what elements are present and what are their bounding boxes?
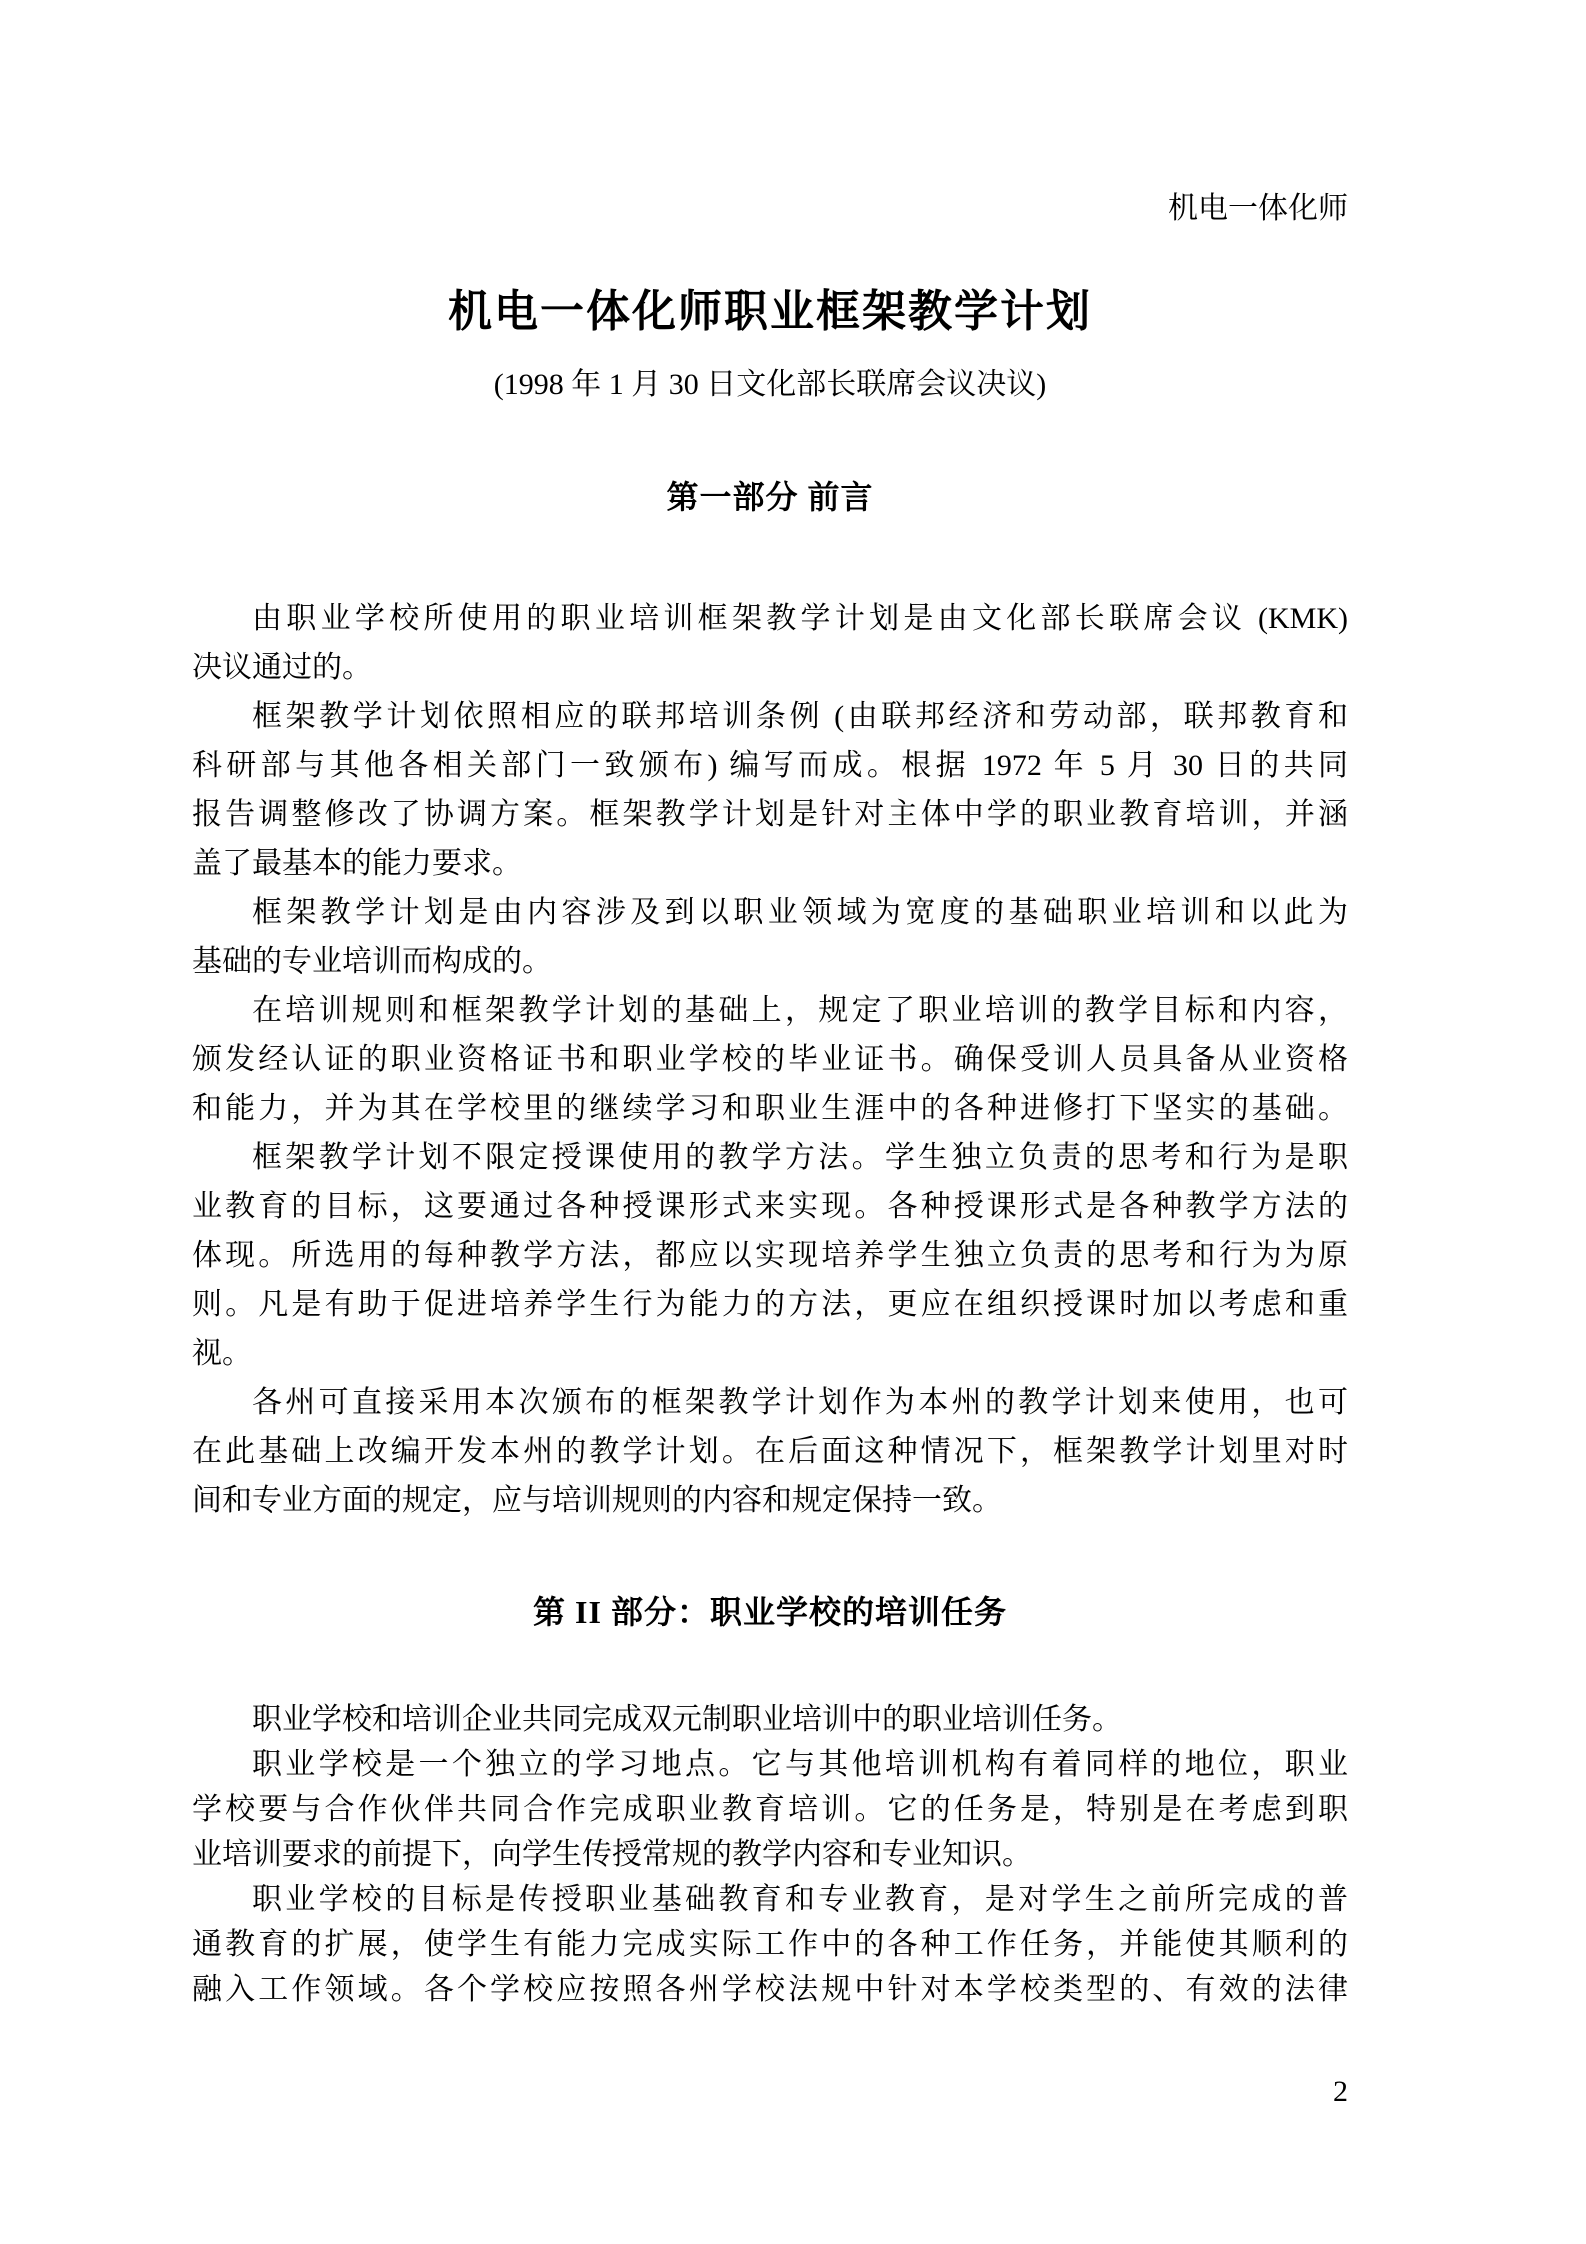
text-line: 视。 [192,1337,252,1370]
paragraph [192,1877,1348,2012]
section-1-body [192,594,1348,1525]
text-line: 则。凡是有助于促进培养学生行为能力的方法，更应在组织授课时加以考虑和重 [192,1288,1348,1321]
content-column [192,0,1348,2110]
section-heading-1: 第一部分 前言 [666,479,874,515]
paragraph [192,888,1348,986]
text-line: 科研部与其他各相关部门一致颁布) 编写而成。根据 1972 年 5 月 30 日的共同 [192,749,1348,782]
text-line: 和能力，并为其在学校里的继续学习和职业生涯中的各种进修打下坚实的基础。 [192,1092,1348,1125]
text-line: 业教育的目标，这要通过各种授课形式来实现。各种授课形式是各种教学方法的 [192,1190,1348,1223]
paragraph [192,1133,1348,1378]
paragraph [192,1378,1348,1525]
text-line: 报告调整修改了协调方案。框架教学计划是针对主体中学的职业教育培训，并涵 [192,798,1348,831]
text-line: 间和专业方面的规定，应与培训规则的内容和规定保持一致。 [192,1484,1002,1517]
text-line: 职业学校是一个独立的学习地点。它与其他培训机构有着同样的地位，职业 [252,1748,1348,1781]
paragraph [192,1697,1348,1742]
paragraph [192,1742,1348,1877]
paragraph [192,594,1348,692]
text-line: 基础的专业培训而构成的。 [192,945,552,978]
running-header: 机电一体化师 [1168,192,1348,225]
text-line: 通教育的扩展，使学生有能力完成实际工作中的各种工作任务，并能使其顺利的 [192,1928,1348,1961]
text-line: 在培训规则和框架教学计划的基础上，规定了职业培训的教学目标和内容， [252,994,1348,1027]
document-subtitle: (1998 年 1 月 30 日文化部长联席会议决议) [493,368,1047,401]
text-line: 由职业学校所使用的职业培训框架教学计划是由文化部长联席会议 (KMK) [252,602,1348,635]
paragraph [192,986,1348,1133]
text-line: 业培训要求的前提下，向学生传授常规的教学内容和专业知识。 [192,1838,1032,1871]
text-line: 职业学校的目标是传授职业基础教育和专业教育，是对学生之前所完成的普 [252,1883,1348,1916]
section-heading-2: 第 II 部分：职业学校的培训任务 [533,1594,1007,1630]
text-line: 体现。所选用的每种教学方法，都应以实现培养学生独立负责的思考和行为为原 [192,1239,1348,1272]
paragraph [192,692,1348,888]
text-line: 在此基础上改编开发本州的教学计划。在后面这种情况下，框架教学计划里对时 [192,1435,1348,1468]
text-line: 融入工作领域。各个学校应按照各州学校法规中针对本学校类型的、有效的法律 [192,1973,1348,2006]
text-line: 框架教学计划是由内容涉及到以职业领域为宽度的基础职业培训和以此为 [252,896,1348,929]
page-number: 2 [1333,2075,1348,2108]
section-2-body [192,1697,1348,2012]
document-title: 机电一体化师职业框架教学计划 [448,287,1092,336]
text-line: 盖了最基本的能力要求。 [192,847,522,880]
text-line: 各州可直接采用本次颁布的框架教学计划作为本州的教学计划来使用，也可 [252,1386,1348,1419]
text-line: 学校要与合作伙伴共同合作完成职业教育培训。它的任务是，特别是在考虑到职 [192,1793,1348,1826]
text-line: 框架教学计划不限定授课使用的教学方法。学生独立负责的思考和行为是职 [252,1141,1348,1174]
text-line: 职业学校和培训企业共同完成双元制职业培训中的职业培训任务。 [252,1703,1122,1736]
text-line: 决议通过的。 [192,651,372,684]
text-line: 颁发经认证的职业资格证书和职业学校的毕业证书。确保受训人员具备从业资格 [192,1043,1348,1076]
text-line: 框架教学计划依照相应的联邦培训条例 (由联邦经济和劳动部，联邦教育和 [252,700,1348,733]
